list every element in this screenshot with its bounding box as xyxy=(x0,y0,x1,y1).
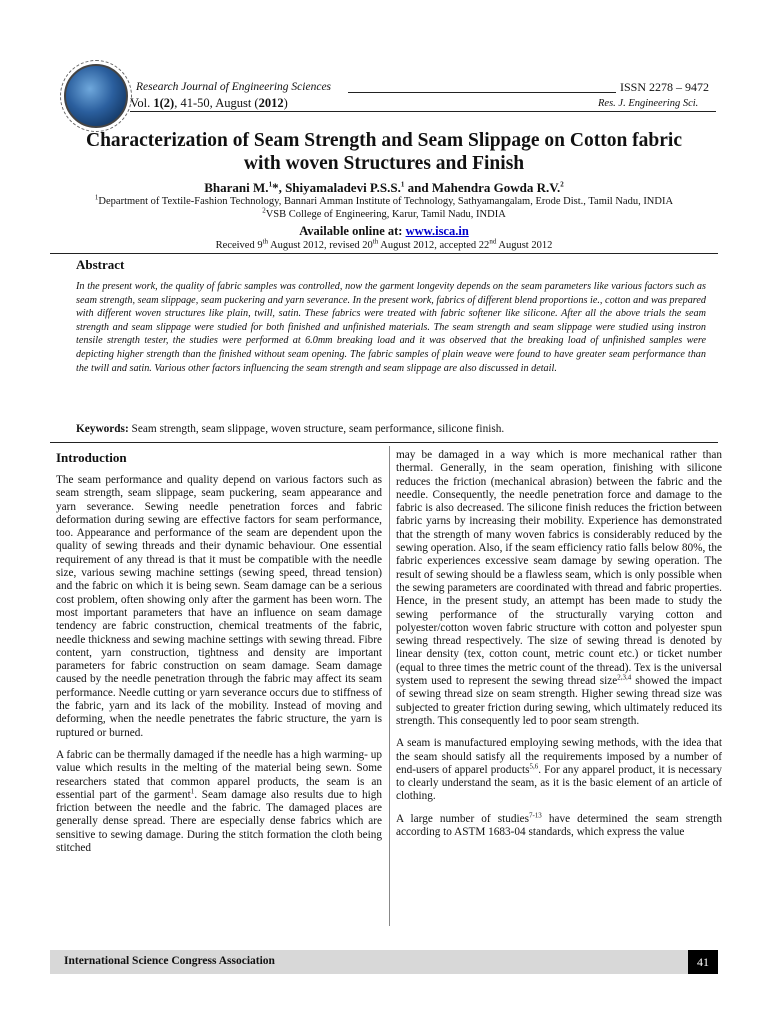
available-online: Available online at: www.isca.in xyxy=(299,224,469,238)
affiliation-2: $^2$VSB College of Engineering, Karur, Tamil Nadu, INDIA xyxy=(262,206,506,220)
paragraph: A large number of studies$^{7-13}$ have determined the seam strength according to ASTM 1683-04 standards, which express the value xyxy=(396,810,722,839)
introduction-heading: Introduction xyxy=(56,450,127,465)
right-column xyxy=(396,449,722,848)
page-number: 41 xyxy=(688,950,718,974)
issn: ISSN 2278 – 9472 xyxy=(620,80,710,94)
paragraph: A seam is manufactured employing sewing methods, with the idea that the seam should satisfy all the requirements imposed by a number of end-users of apparel products$^{5,6}$. For any apparel product, it is necessary to clearly understand the seam, as it is the basic element of an article of clothing. xyxy=(396,737,722,803)
volume-line: Vol. 1(2), 41-50, August (2012) xyxy=(130,96,288,110)
header-rule xyxy=(130,111,716,112)
keywords: Keywords: Seam strength, seam slippage, woven structure, seam performance, silicone finish. xyxy=(76,423,505,435)
abstract-rule xyxy=(50,442,718,443)
journal-name: Research Journal of Engineering Sciences xyxy=(136,81,332,93)
column-divider xyxy=(389,446,390,926)
paper-title: Characterization of Seam Strength and Seam Slippage on Cotton fabric with woven Structures and Finish xyxy=(86,130,682,174)
paragraph: A fabric can be thermally damaged if the needle has a high warming- up value which results in the melting of the material being sewn. Some researchers stated that common apparel products, the seam is an essential part of the garment$^1$. Seam damage also results due to high friction between the needle and the fabric. The damaged places are generally dense spread. There are especially dense fabrics which are sensitive to sewing damage. During the stitch formation the cloth being stitched xyxy=(56,748,383,855)
footer-organization: International Science Congress Association xyxy=(64,955,275,967)
received-dates: Received 9th August 2012, revised 20th August 2012, accepted 22nd August 2012 xyxy=(215,237,553,251)
paragraph: The seam performance and quality depend on various factors such as seam strength, seam slippage, seam puckering, seam appearance and yarn severance. Sewing needle penetration forces and fabric deformation during sewing are effective factors for seam performance, too. Appearance and performance of the seam are dependent upon the quality of sewing threads and their dynamic behaviour. One essential requirement of any thread is that it must be compatible with the needle size, various sewing machine settings (sewing speed, thread tension) and the fabric on which it is being sewn. Seam damage can be a serious cost problem, often showing only after the garment has been worn. The most important parameters that have an influence on seam damage tendency are fabric construction, chemical treatments of the fabric, needle thickness and sewing machine settings with sewing thread. Fibre content, yarn construction, tightness and density are important parameters for fabric construction on seam damage. Seam damage caused by the needle penetration through the fabric may affect its seam performance. Needle cutting or yarn severance occurs due to stiffness of the fabric, yarn and its lack of the mobility. Instead of moving and deforming, when the needle penetrates the fabric structure, the yarn is ruptured or burned. xyxy=(56,474,382,739)
title-rule xyxy=(50,253,718,254)
authors: Bharani M.$^1$*, Shiyamaladevi P.S.S.$^1$ and Mahendra Gowda R.V.$^2$ xyxy=(204,180,564,195)
isca-link[interactable]: www.isca.in xyxy=(405,224,469,238)
journal-abbrev: Res. J. Engineering Sci. xyxy=(598,98,699,109)
paragraph: may be damaged in a way which is more mechanical rather than thermal. Generally, in the seam operation, finishing with silicone reduces the friction (mechanical abrasion) between the fabric and the needle. Consequently, the needle penetration force and damage to the fabric is also decreased. The silicone finish reduces the friction between fabric yarns by increasing their mobility. Experience has demonstrated that the strength of many woven fabrics is considerably reduced by the sewing operation. Also, if the seam efficiency ratio falls below 80%, the fabric experiences excessive seam damage by sewing operation. The result of sewing should be a flawless seam, which is only possible when the sewing parameters are coordinated with thread and fabric properties. Hence, in the present study, an attempt has been made to study the sewing performance of the structurally varying cotton and polyester/cotton woven fabric structure with cotton and polyester spun sewing thread respectively. The size of sewing thread is denoted by linear density (tex, cotton count, metric count etc.) or ticket number (equal to three times the metric count of the thread). Tex is the universal system used to represent the sewing thread size$^{2,3,4}$ showed the impact of sewing thread size on seam strength. Higher sewing thread size was subjected to greater friction during sewing, which ultimately reduced its strength. This consequently led to poor seam strength. xyxy=(396,449,722,727)
abstract-heading: Abstract xyxy=(76,257,125,272)
affiliation-1: $^1$Department of Textile-Fashion Technology, Bannari Amman Institute of Technology, Sathyamangalam, Erode Dist., Tamil Nadu, INDIA xyxy=(94,193,674,207)
abstract-text: In the present work, the quality of fabric samples was controlled, now the garment longevity depends on the seam parameters like various factors such as seam strength, seam slippage, seam puckering and yarn severance. In the present work, fabrics of different blend proportions ie., cotton and was prepared with different woven structures like plain, twill, satin. These fabrics were treated with fabric softener like silicone. After all the above trials the seam strength and seam slippage were studied for both finished and unfinished materials. The seam strength and seam slippage were studied using instron tensile strength tester, the studies were performed at 6.0mm breaking load and it was observed that the breaking load of unfinished samples were depicting higher strength than the finished without seam opening. The fabric samples of plain weave were found to have greater seam performance than the twill and satin. Various other factors influencing the seam strength and seam slippage are also discussed in detail. xyxy=(76,281,706,374)
journal-underline xyxy=(348,92,616,93)
isca-globe-logo xyxy=(64,64,128,128)
left-column xyxy=(56,474,382,864)
